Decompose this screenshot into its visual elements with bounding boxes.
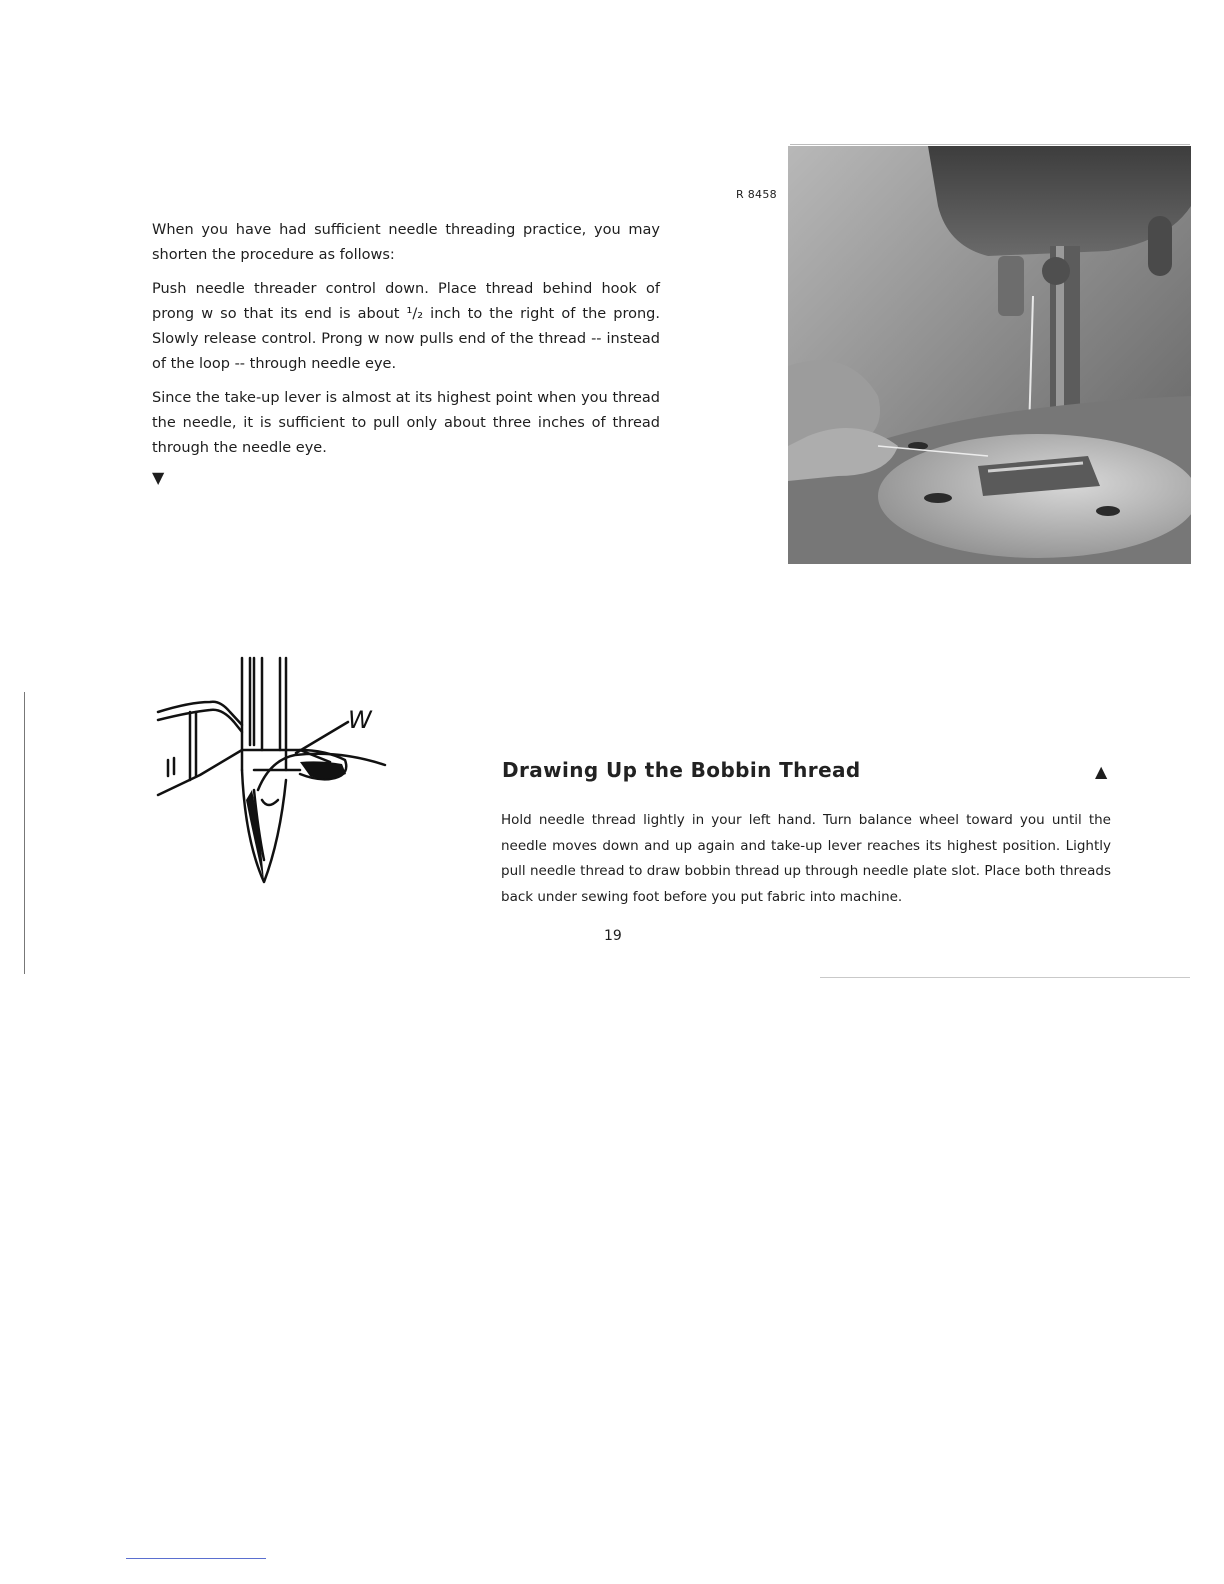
- page-number: 19: [604, 928, 622, 944]
- continue-up-marker: ▲: [1095, 762, 1108, 781]
- needle-threading-photo: [788, 146, 1191, 564]
- continue-down-marker: ▼: [152, 468, 165, 487]
- footer-link-line: [126, 1558, 266, 1559]
- scan-edge-top: [790, 144, 1190, 145]
- intro-paragraph-1: When you have had sufficient needle threading practice, you may shorten the procedure as follows:: [152, 222, 660, 263]
- photo-code: R 8458: [736, 188, 777, 201]
- scan-edge-left: [24, 692, 25, 974]
- needle-prong-diagram: [150, 650, 400, 890]
- intro-paragraph-3: Since the take-up lever is almost at its highest point when you thread the needle, it is sufficient to pull only about three inches of thread through the needle eye.: [152, 390, 660, 456]
- scan-edge-bottom: [820, 977, 1190, 978]
- intro-text: [152, 218, 660, 486]
- prong-label: W: [348, 706, 372, 734]
- section-title: Drawing Up the Bobbin Thread: [502, 758, 861, 782]
- needle-prong-drawing: [150, 650, 400, 890]
- section-body: Hold needle thread lightly in your left hand. Turn balance wheel toward you until the needle moves down and up again and take-up lever reaches its highest position. Lightly pull needle thread to draw bobbin thread up through needle plate slot. Place both threads back under sewing foot before you put fabric into machine.: [501, 812, 1111, 905]
- intro-paragraph-2: Push needle threader control down. Place thread behind hook of prong w so that its end is about ¹/₂ inch to the right of the prong. Slowly release control. Prong w now pulls end of the thread -- instead of the loop -- through needle eye.: [152, 281, 660, 372]
- sewing-machine-photo-image: [788, 146, 1191, 564]
